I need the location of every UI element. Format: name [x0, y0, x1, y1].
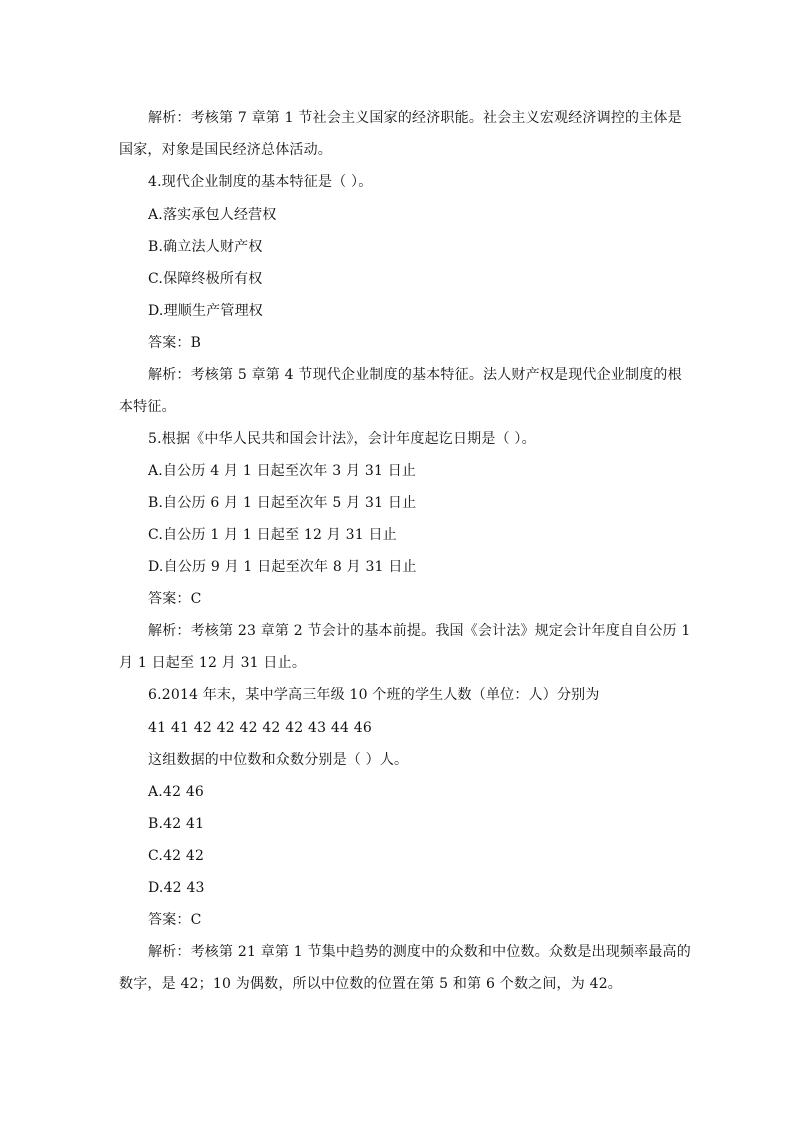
q6-question-text: 这组数据的中位数和众数分别是（ ）人。 — [148, 752, 409, 768]
question-5: 5.根据《中华人民共和国会计法》，会计年度起讫日期是（ ）。 — [148, 431, 536, 447]
q4-option-c: C.保障终极所有权 — [148, 271, 263, 287]
analysis-q3-line1: 解析：考核第 7 章第 1 节社会主义国家的经济职能。社会主义宏观经济调控的主体是 — [148, 110, 682, 126]
q5-option-a: A.自公历 4 月 1 日起至次年 3 月 31 日止 — [148, 463, 417, 479]
q6-answer: 答案：C — [148, 912, 202, 928]
analysis-q4-line2: 本特征。 — [119, 399, 176, 415]
q5-answer: 答案：C — [148, 591, 202, 607]
analysis-q4-line1: 解析：考核第 5 章第 4 节现代企业制度的基本特征。法人财产权是现代企业制度的根 — [148, 367, 682, 383]
analysis-q6-line1: 解析：考核第 21 章第 1 节集中趋势的测度中的众数和中位数。众数是出现频率最高的 — [148, 944, 691, 960]
analysis-q6-line2: 数字，是 42；10 为偶数，所以中位数的位置在第 5 和第 6 个数之间，为 42。 — [119, 976, 623, 992]
q4-option-a: A.落实承包人经营权 — [148, 207, 277, 223]
q4-option-b: B.确立法人财产权 — [148, 239, 263, 255]
question-6: 6.2014 年末，某中学高三年级 10 个班的学生人数（单位：人）分别为 — [148, 687, 600, 703]
q6-option-c: C.42 42 — [148, 848, 205, 864]
q5-option-c: C.自公历 1 月 1 日起至 12 月 31 日止 — [148, 527, 397, 543]
q4-option-d: D.理顺生产管理权 — [148, 303, 263, 319]
q6-option-b: B.42 41 — [148, 816, 205, 832]
q5-option-b: B.自公历 6 月 1 日起至次年 5 月 31 日止 — [148, 495, 417, 511]
q6-data-values: 41 41 42 42 42 42 42 43 44 46 — [148, 720, 372, 736]
analysis-q3-line2: 国家，对象是国民经济总体活动。 — [119, 142, 332, 158]
question-4: 4.现代企业制度的基本特征是（ ）。 — [148, 174, 373, 190]
q4-answer: 答案：B — [148, 335, 202, 351]
q5-option-d: D.自公历 9 月 1 日起至次年 8 月 31 日止 — [148, 559, 417, 575]
q6-option-d: D.42 43 — [148, 880, 205, 896]
analysis-q5-line1: 解析：考核第 23 章第 2 节会计的基本前提。我国《会计法》规定会计年度自自公历 1 — [148, 623, 691, 639]
q6-option-a: A.42 46 — [148, 784, 205, 800]
analysis-q5-line2: 月 1 日起至 12 月 31 日止。 — [119, 655, 307, 671]
